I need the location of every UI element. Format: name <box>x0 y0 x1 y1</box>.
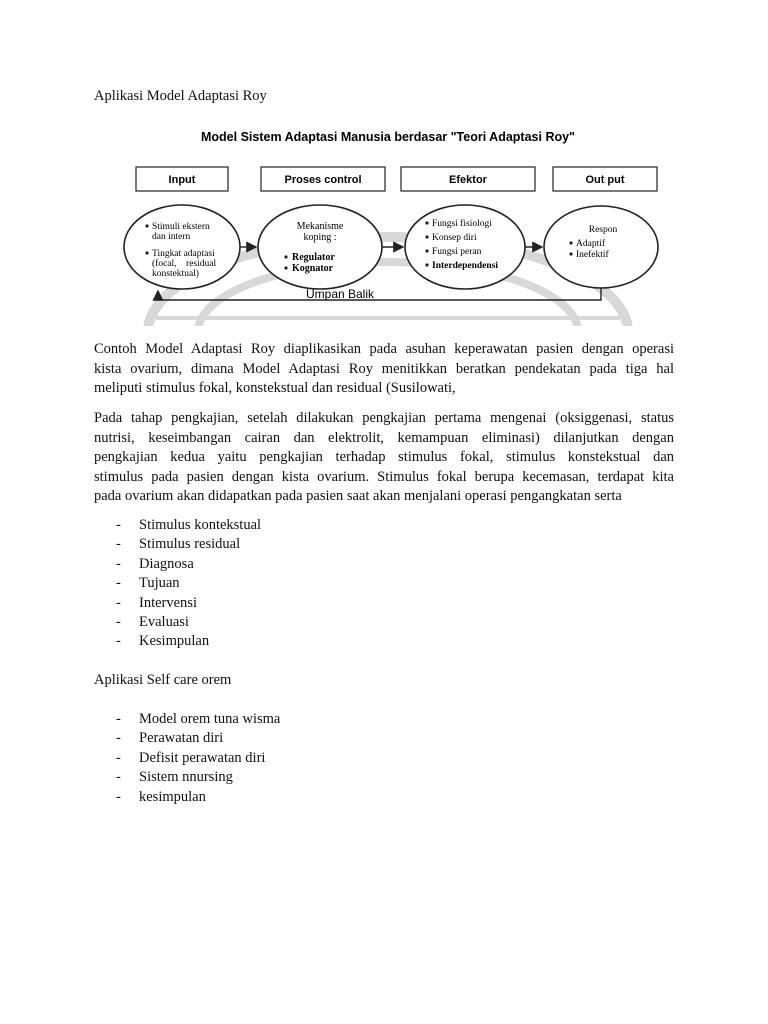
section-heading: Aplikasi Model Adaptasi Roy <box>94 88 267 104</box>
dash-marker: - <box>116 749 121 766</box>
list-item: - Intervensi <box>116 594 261 613</box>
header-efektor: Efektor <box>449 174 487 186</box>
list-item: - Diagnosa <box>116 555 261 574</box>
input-item-line5: konstektual) <box>152 269 199 279</box>
paragraph-1 <box>94 340 674 399</box>
list-item: - Tujuan <box>116 574 261 593</box>
dash-marker: - <box>116 517 121 533</box>
efektor-item-4: Interdependensi <box>432 261 498 271</box>
list-item: - kesimpulan <box>116 788 280 807</box>
respon-item-inefektif: Inefektif <box>576 250 609 260</box>
dash-marker: - <box>116 633 121 650</box>
dash-marker: - <box>116 769 121 786</box>
dash-list-2 <box>116 710 280 807</box>
dash-marker: - <box>116 536 121 553</box>
paragraph-2-line: nutrisi, keseimbangan cairan dan elektrolit, kemampuan eliminasi) dilanjutkan dengan <box>94 429 674 446</box>
input-item-line2: dan intern <box>152 232 191 242</box>
header-output: Out put <box>585 174 625 186</box>
diagram-title: Model Sistem Adaptasi Manusia berdasar "Teori Adaptasi Roy" <box>201 130 575 144</box>
paragraph-2-line: stimulus pada pasien dengan kista ovarium. Stimulus fokal berupa kecemasan, terdapat kita <box>94 468 674 485</box>
respon-item-adaptif: Adaptif <box>576 239 606 249</box>
dash-marker: - <box>116 555 121 572</box>
section-heading-2: Aplikasi Self care orem <box>94 672 232 688</box>
list-item: - Stimulus kontekstual <box>116 516 261 535</box>
paragraph-1-line: meliputi stimulus fokal, konstekstual dan residual (Susilowati, <box>94 380 456 396</box>
list-item: - Stimulus residual <box>116 535 261 554</box>
proses-item-kognator: Kognator <box>292 263 334 274</box>
list-item: - Model orem tuna wisma <box>116 710 280 729</box>
proses-title-line1: Mekanisme <box>296 221 344 232</box>
paragraph-2 <box>94 409 674 507</box>
respon-title: Respon <box>588 225 618 235</box>
dash-list-1 <box>116 516 261 652</box>
list-item: - Perawatan diri <box>116 729 280 748</box>
paragraph-1-line: kista ovarium, dimana Model Adaptasi Roy menitikkan beratkan pendekatan pada tiga hal <box>94 360 674 377</box>
feedback-label: Umpan Balik <box>305 287 375 301</box>
dash-marker: - <box>116 711 121 727</box>
efektor-item-2: Konsep diri <box>432 233 477 243</box>
list-item: - Kesimpulan <box>116 632 261 651</box>
dash-marker: - <box>116 788 121 805</box>
input-item-line4: (focal, residual <box>152 259 217 269</box>
input-item-line3: Tingkat adaptasi <box>152 249 215 259</box>
paragraph-2-line: Pada tahap pengkajian, setelah dilakukan pengkajian pertama mengenai (oksiggenasi, status <box>94 410 674 426</box>
paragraph-2-line: pengkajian kedua yaitu pengkajian terhadap stimulus fokal, stimulus konstekstual dan <box>94 449 674 465</box>
input-item-line1: Stimuli ekstern <box>152 222 210 232</box>
dash-marker: - <box>116 730 121 747</box>
paragraph-2-line: pada ovarium akan didapatkan pada pasien saat akan menjalani operasi pengangkatan serta <box>94 488 622 504</box>
paragraph-1-line: Contoh Model Adaptasi Roy diaplikasikan pada asuhan keperawatan pasien dengan operasi <box>94 341 674 357</box>
dash-marker: - <box>116 613 121 630</box>
list-item: - Defisit perawatan diri <box>116 749 280 768</box>
proses-title-line2: koping : <box>303 232 337 243</box>
proses-item-regulator: Regulator <box>292 252 335 263</box>
list-item: - Evaluasi <box>116 613 261 632</box>
header-input: Input <box>168 174 196 186</box>
dash-marker: - <box>116 575 121 592</box>
ellipse-proses <box>258 205 382 289</box>
header-proses: Proses control <box>284 174 362 186</box>
efektor-item-1: Fungsi fisiologi <box>432 219 492 229</box>
roy-adaptation-diagram <box>116 122 660 326</box>
dash-marker: - <box>116 594 121 611</box>
list-item: - Sistem nnursing <box>116 768 280 787</box>
efektor-item-3: Fungsi peran <box>432 247 482 257</box>
